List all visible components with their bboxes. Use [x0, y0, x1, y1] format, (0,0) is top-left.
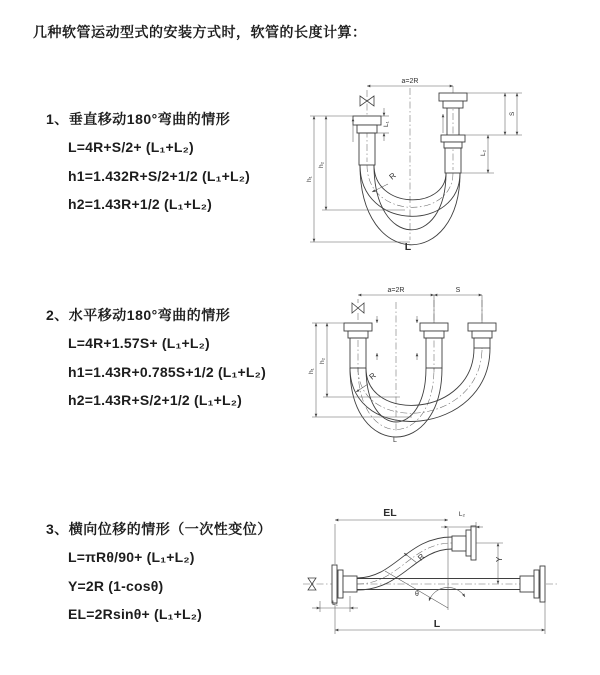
fixed-hose-end [344, 316, 377, 368]
section-1-formula-L: L=4R+S/2+ (L₁+L₂) [68, 139, 194, 155]
section-3-formula-L: L=πRθ/90+ (L₁+L₂) [68, 549, 195, 565]
valve-icon [352, 303, 364, 313]
dim-y [476, 543, 504, 584]
dim-label-h1: h₁ [308, 368, 315, 374]
right-flange-initial [520, 566, 545, 602]
section-2-formula-L: L=4R+1.57S+ (L₁+L₂) [68, 335, 210, 351]
section-1-heading: 1、垂直移动180°弯曲的情形 [46, 111, 231, 127]
dim-s-l2 [461, 93, 522, 173]
dim-label-h2: h₂ [319, 357, 326, 364]
centerlines [358, 300, 482, 432]
dim-a-2r [358, 287, 482, 323]
diagram-lateral-displacement [295, 500, 575, 658]
dim-a-2r [367, 78, 453, 86]
moving-hose-end-shifted [468, 323, 496, 348]
section-3-formula-Y: Y=2R (1-cosθ) [68, 578, 164, 594]
left-flange [332, 565, 357, 603]
dim-label-a2r: a=2R [387, 287, 405, 294]
dim-label-r: R [367, 370, 378, 382]
section-2-formula-h2: h2=1.43R+S/2+1/2 (L₁+L₂) [68, 392, 243, 408]
dim-label-l: L [433, 618, 441, 630]
hose-u-bends [350, 348, 490, 437]
dim-label-el: EL [383, 507, 397, 519]
dim-label-l1: L₁ [332, 600, 338, 607]
dim-label-r: R [387, 170, 398, 182]
dim-label-h2: h₂ [318, 161, 325, 168]
section-1-formula-h1: h1=1.432R+S/2+1/2 (L₁+L₂) [68, 168, 250, 184]
dim-label-theta: θ [415, 591, 419, 598]
dim-l2 [441, 511, 483, 530]
dim-label-h1: h₁ [306, 176, 313, 182]
dim-label-s: S [455, 287, 461, 294]
section-3-formula-EL: EL=2Rsinθ+ (L₁+L₂) [68, 606, 203, 622]
dim-l [335, 602, 545, 634]
dim-label-l1: L₁ [383, 121, 390, 127]
dim-label-s: S [509, 111, 516, 116]
centerlines [367, 86, 453, 240]
section-2-heading: 2、水平移动180°弯曲的情形 [46, 307, 231, 323]
diagram-horizontal-180-bend [300, 282, 568, 454]
dim-label-a2r: a=2R [401, 78, 419, 85]
dim-el [335, 507, 448, 564]
diagram-vertical-180-bend [300, 70, 562, 252]
dim-label-r: R [416, 551, 427, 563]
section-2-formula-h1: h1=1.43R+0.785S+1/2 (L₁+L₂) [68, 364, 266, 380]
dim-label-y: Y [495, 556, 504, 562]
moving-hose-end-initial [417, 316, 448, 368]
page-title: 几种软管运动型式的安装方式时，软管的长度计算： [33, 24, 367, 40]
upper-flange-displaced [452, 526, 476, 560]
section-3-heading: 3、横向位移的情形（一次性变位） [46, 521, 272, 537]
dim-label-l2: L₂ [458, 511, 466, 518]
dim-label-l2: L₂ [480, 149, 487, 156]
section-1-formula-h2: h2=1.43R+1/2 (L₁+L₂) [68, 196, 213, 212]
dim-label-total-length: L [393, 437, 397, 444]
dim-label-total-length: L [404, 241, 412, 252]
